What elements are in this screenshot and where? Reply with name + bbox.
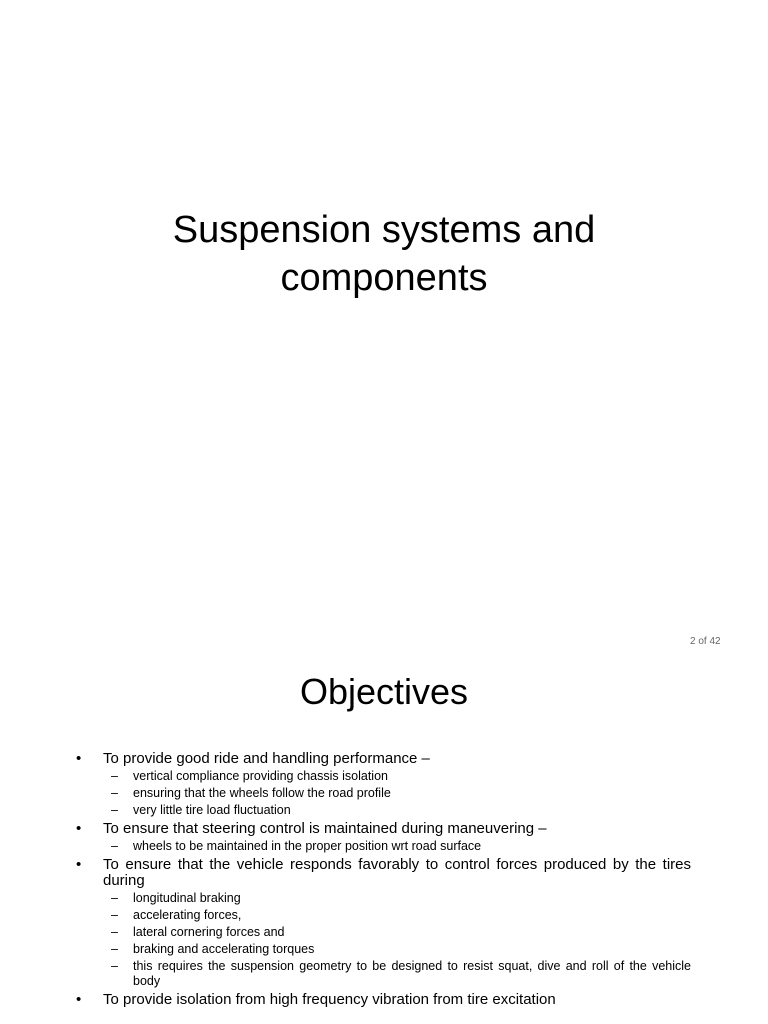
- slide-title: Suspension systems and components: [172, 209, 596, 299]
- sub-list: [103, 839, 691, 854]
- objectives-list: [76, 751, 691, 1008]
- dash-icon: –: [111, 959, 118, 973]
- sub-item-text: this requires the suspension geometry to be designed to resist squat, dive and roll of the vehicle body: [133, 959, 691, 988]
- dash-icon: –: [111, 786, 118, 800]
- sub-item: [103, 786, 691, 801]
- bullet-icon: •: [76, 991, 82, 1008]
- objectives-title: Objectives: [299, 671, 469, 712]
- objective-item: [76, 992, 691, 1008]
- dash-icon: –: [111, 891, 118, 905]
- sub-item-text: braking and accelerating torques: [133, 942, 315, 956]
- sub-item-text: lateral cornering forces and: [133, 925, 285, 939]
- objective-text: To ensure that the vehicle responds favorably to control forces produced by the tires during: [103, 856, 691, 889]
- bullet-icon: •: [76, 750, 82, 767]
- objective-text: To ensure that steering control is maintained during maneuvering –: [103, 820, 547, 837]
- page-indicator: 2 of 42: [690, 636, 721, 647]
- sub-list: [103, 769, 691, 818]
- objective-item: [76, 857, 691, 989]
- sub-item: [103, 925, 691, 940]
- dash-icon: –: [111, 908, 118, 922]
- bullet-icon: •: [76, 856, 82, 873]
- sub-item: [103, 803, 691, 818]
- objective-text: To provide isolation from high frequency vibration from tire excitation: [103, 991, 556, 1008]
- sub-item-text: vertical compliance providing chassis isolation: [133, 769, 388, 783]
- sub-item-text: accelerating forces,: [133, 908, 242, 922]
- sub-item: [103, 942, 691, 957]
- dash-icon: –: [111, 839, 118, 853]
- dash-icon: –: [111, 942, 118, 956]
- sub-item: [103, 891, 691, 906]
- sub-item-text: longitudinal braking: [133, 891, 241, 905]
- sub-list: [103, 891, 691, 989]
- bullet-icon: •: [76, 820, 82, 837]
- sub-item: [103, 959, 691, 989]
- objective-text: To provide good ride and handling performance –: [103, 750, 430, 767]
- sub-item: [103, 839, 691, 854]
- sub-item-text: very little tire load fluctuation: [133, 803, 291, 817]
- sub-item-text: wheels to be maintained in the proper position wrt road surface: [133, 839, 482, 853]
- sub-item: [103, 769, 691, 784]
- dash-icon: –: [111, 925, 118, 939]
- dash-icon: –: [111, 803, 118, 817]
- sub-item: [103, 908, 691, 923]
- objective-item: [76, 821, 691, 854]
- dash-icon: –: [111, 769, 118, 783]
- objective-item: [76, 751, 691, 818]
- sub-item-text: ensuring that the wheels follow the road profile: [133, 786, 391, 800]
